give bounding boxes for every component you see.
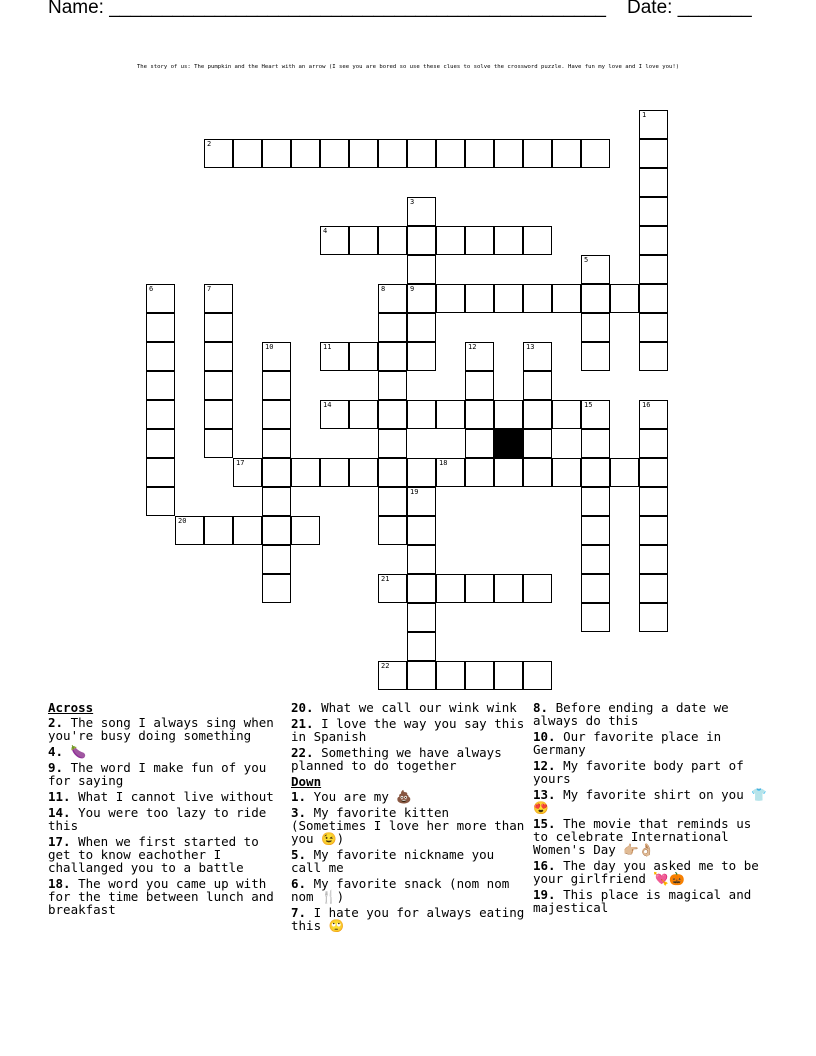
clue-down-1: 1. You are my 💩 [291, 789, 412, 804]
cell-number: 18 [439, 459, 448, 467]
grid-cell[interactable] [639, 168, 668, 197]
grid-cell[interactable] [639, 313, 668, 342]
clue-down-19: 19. This place is magical and majestical [533, 887, 752, 915]
grid-cell[interactable] [639, 400, 668, 429]
grid-cell[interactable] [523, 400, 552, 429]
across-heading: Across [48, 700, 94, 715]
clues-column-1 [48, 701, 284, 919]
cell-number: 20 [178, 517, 187, 525]
grid-cell[interactable] [320, 226, 349, 255]
grid-cell[interactable] [204, 371, 233, 400]
puzzle-subtitle: The story of us: The pumpkin and the Heart with an arrow (I see you are bored so use these clues to solve the crossword puzzle. Have fun my love and I love you!) [136, 64, 680, 70]
grid-cell[interactable] [378, 574, 407, 603]
grid-cell[interactable] [494, 458, 523, 487]
grid-cell[interactable] [407, 574, 436, 603]
grid-cell[interactable] [407, 516, 436, 545]
clue-down-10: 10. Our favorite place in Germany [533, 729, 722, 757]
grid-cell[interactable] [639, 110, 668, 139]
grid-cell[interactable] [494, 226, 523, 255]
clue-across-14: 14. You were too lazy to ride this [48, 805, 267, 833]
grid-cell[interactable] [523, 342, 552, 371]
cell-number: 14 [323, 401, 332, 409]
grid-cell[interactable] [378, 226, 407, 255]
grid-cell[interactable] [291, 139, 320, 168]
clue-down-13: 13. My favorite shirt on you 👕😍 [533, 787, 767, 815]
grid-cell[interactable] [146, 371, 175, 400]
grid-cell[interactable] [639, 487, 668, 516]
grid-cell[interactable] [204, 342, 233, 371]
grid-cell[interactable] [639, 342, 668, 371]
cell-number: 3 [410, 198, 415, 206]
cell-number: 16 [642, 401, 651, 409]
grid-cell[interactable] [146, 400, 175, 429]
grid-cell[interactable] [436, 284, 465, 313]
grid-cell[interactable] [465, 574, 494, 603]
grid-cell[interactable] [581, 545, 610, 574]
grid-cell[interactable] [407, 226, 436, 255]
grid-cell[interactable] [146, 342, 175, 371]
grid-cell[interactable] [146, 458, 175, 487]
cell-number: 9 [410, 285, 415, 293]
grid-cell[interactable] [146, 429, 175, 458]
clue-across-21: 21. I love the way you say this in Spanish [291, 716, 525, 744]
grid-cell[interactable] [639, 284, 668, 313]
grid-cell[interactable] [262, 429, 291, 458]
cell-number: 11 [323, 343, 332, 351]
name-field: Name: _______________________________________________ [48, 0, 606, 18]
grid-cell[interactable] [523, 284, 552, 313]
grid-cell[interactable] [523, 371, 552, 400]
grid-cell[interactable] [349, 226, 378, 255]
grid-cell[interactable] [262, 400, 291, 429]
cell-number: 22 [381, 662, 390, 670]
grid-cell[interactable] [552, 458, 581, 487]
grid-cell[interactable] [523, 139, 552, 168]
grid-cell[interactable] [262, 342, 291, 371]
grid-cell[interactable] [378, 487, 407, 516]
grid-cell[interactable] [262, 574, 291, 603]
cell-number: 1 [642, 111, 647, 119]
grid-cell[interactable] [262, 139, 291, 168]
grid-cell[interactable] [262, 371, 291, 400]
grid-cell[interactable] [465, 284, 494, 313]
grid-cell[interactable] [494, 661, 523, 690]
grid-cell[interactable] [349, 139, 378, 168]
clue-across-2: 2. The song I always sing when you're busy doing something [48, 715, 274, 743]
grid-cell[interactable] [639, 574, 668, 603]
grid-cell[interactable] [407, 313, 436, 342]
grid-cell[interactable] [552, 400, 581, 429]
clue-down-5: 5. My favorite nickname you call me [291, 847, 495, 875]
cell-number: 13 [526, 343, 535, 351]
grid-cell[interactable] [581, 313, 610, 342]
grid-cell[interactable] [581, 574, 610, 603]
grid-cell[interactable] [262, 516, 291, 545]
clue-across-11: 11. What I cannot live without [48, 789, 274, 804]
grid-cell[interactable] [494, 400, 523, 429]
grid-cell[interactable] [465, 371, 494, 400]
grid-cell[interactable] [378, 139, 407, 168]
down-heading: Down [291, 774, 322, 789]
grid-cell[interactable] [349, 400, 378, 429]
grid-cell[interactable] [175, 516, 204, 545]
grid-cell[interactable] [378, 458, 407, 487]
grid-cell[interactable] [407, 400, 436, 429]
grid-cell[interactable] [262, 545, 291, 574]
grid-cell[interactable] [581, 139, 610, 168]
cell-number: 8 [381, 285, 386, 293]
grid-cell[interactable] [378, 313, 407, 342]
grid-cell[interactable] [465, 400, 494, 429]
grid-cell[interactable] [581, 255, 610, 284]
cell-number: 15 [584, 401, 593, 409]
grid-cell[interactable] [146, 284, 175, 313]
grid-cell[interactable] [349, 342, 378, 371]
cell-number: 4 [323, 227, 328, 235]
grid-cell[interactable] [639, 255, 668, 284]
grid-cell[interactable] [436, 226, 465, 255]
grid-cell[interactable] [204, 284, 233, 313]
clue-down-6: 6. My favorite snack (nom nom nom 🍴) [291, 876, 510, 904]
grid-cell[interactable] [494, 284, 523, 313]
grid-cell[interactable] [436, 139, 465, 168]
grid-cell[interactable] [233, 139, 262, 168]
grid-cell[interactable] [320, 400, 349, 429]
grid-cell[interactable] [407, 632, 436, 661]
grid-cell[interactable] [436, 574, 465, 603]
grid-cell[interactable] [610, 458, 639, 487]
grid-cell[interactable] [436, 400, 465, 429]
grid-cell[interactable] [204, 516, 233, 545]
clues-column-2 [291, 701, 527, 935]
grid-cell[interactable] [407, 545, 436, 574]
cell-number: 10 [265, 343, 274, 351]
grid-cell[interactable] [407, 603, 436, 632]
grid-cell[interactable] [523, 458, 552, 487]
clue-across-4: 4. 🍆 [48, 744, 87, 759]
cell-number: 19 [410, 488, 419, 496]
grid-cell[interactable] [349, 458, 378, 487]
cell-number: 5 [584, 256, 589, 264]
grid-cell[interactable] [378, 342, 407, 371]
grid-cell[interactable] [465, 429, 494, 458]
grid-cell[interactable] [436, 458, 465, 487]
grid-cell[interactable] [610, 284, 639, 313]
grid-cell[interactable] [465, 226, 494, 255]
clue-across-9: 9. The word I make fun of you for saying [48, 760, 267, 788]
grid-cell[interactable] [581, 429, 610, 458]
grid-cell[interactable] [378, 371, 407, 400]
grid-cell[interactable] [378, 400, 407, 429]
grid-cell[interactable] [320, 342, 349, 371]
grid-cell[interactable] [581, 400, 610, 429]
grid-cell[interactable] [407, 255, 436, 284]
cell-number: 12 [468, 343, 477, 351]
grid-cell[interactable] [523, 574, 552, 603]
grid-cell[interactable] [407, 284, 436, 313]
grid-cell[interactable] [407, 487, 436, 516]
grid-cell[interactable] [320, 458, 349, 487]
cell-number: 17 [236, 459, 245, 467]
grid-cell[interactable] [378, 661, 407, 690]
grid-cell[interactable] [407, 661, 436, 690]
grid-cell[interactable] [436, 661, 465, 690]
grid-cell[interactable] [581, 603, 610, 632]
grid-cell[interactable] [291, 516, 320, 545]
cell-number: 21 [381, 575, 390, 583]
grid-cell[interactable] [639, 458, 668, 487]
grid-cell[interactable] [465, 458, 494, 487]
clues-column-3 [533, 701, 773, 917]
grid-cell[interactable] [494, 139, 523, 168]
grid-cell[interactable] [407, 458, 436, 487]
cell-number: 7 [207, 285, 212, 293]
grid-cell[interactable] [262, 458, 291, 487]
grid-cell[interactable] [204, 400, 233, 429]
clue-across-22: 22. Something we have always planned to do together [291, 745, 502, 773]
grid-cell[interactable] [465, 139, 494, 168]
black-cell [494, 429, 523, 458]
clue-across-17: 17. When we first started to get to know eachother I challanged you to a battle [48, 834, 259, 875]
grid-cell[interactable] [465, 342, 494, 371]
grid-cell[interactable] [581, 284, 610, 313]
grid-cell[interactable] [204, 139, 233, 168]
grid-cell[interactable] [233, 458, 262, 487]
grid-cell[interactable] [523, 661, 552, 690]
grid-cell[interactable] [378, 284, 407, 313]
grid-cell[interactable] [204, 313, 233, 342]
grid-cell[interactable] [639, 139, 668, 168]
grid-cell[interactable] [320, 139, 349, 168]
grid-cell[interactable] [407, 197, 436, 226]
grid-cell[interactable] [552, 139, 581, 168]
grid-cell[interactable] [639, 545, 668, 574]
cell-number: 2 [207, 140, 212, 148]
grid-cell[interactable] [146, 487, 175, 516]
clue-across-20: 20. What we call our wink wink [291, 700, 517, 715]
grid-cell[interactable] [581, 516, 610, 545]
grid-cell[interactable] [639, 429, 668, 458]
clue-across-18: 18. The word you came up with for the time between lunch and breakfast [48, 876, 274, 917]
grid-cell[interactable] [291, 458, 320, 487]
grid-cell[interactable] [581, 458, 610, 487]
date-field: Date: _______ [627, 0, 752, 18]
grid-cell[interactable] [581, 342, 610, 371]
grid-cell[interactable] [378, 429, 407, 458]
grid-cell[interactable] [233, 516, 262, 545]
grid-cell[interactable] [639, 226, 668, 255]
grid-cell[interactable] [407, 342, 436, 371]
clue-down-7: 7. I hate you for always eating this 🙄 [291, 905, 525, 933]
clue-down-16: 16. The day you asked me to be your girlfriend 💘🎃 [533, 858, 759, 886]
grid-cell[interactable] [465, 661, 494, 690]
grid-cell[interactable] [407, 139, 436, 168]
grid-cell[interactable] [639, 516, 668, 545]
grid-cell[interactable] [262, 487, 291, 516]
cell-number: 6 [149, 285, 154, 293]
clue-down-12: 12. My favorite body part of yours [533, 758, 744, 786]
grid-cell[interactable] [523, 429, 552, 458]
grid-cell[interactable] [581, 487, 610, 516]
clue-down-8: 8. Before ending a date we always do this [533, 700, 729, 728]
grid-cell[interactable] [378, 516, 407, 545]
clue-down-15: 15. The movie that reminds us to celebrate International Women's Day 👉🏼👌🏼 [533, 816, 752, 857]
clue-down-3: 3. My favorite kitten (Sometimes I love her more than you 😉) [291, 805, 525, 846]
grid-cell[interactable] [639, 197, 668, 226]
grid-cell[interactable] [494, 574, 523, 603]
grid-cell[interactable] [146, 313, 175, 342]
grid-cell[interactable] [639, 603, 668, 632]
grid-cell[interactable] [552, 284, 581, 313]
grid-cell[interactable] [204, 429, 233, 458]
grid-cell[interactable] [523, 226, 552, 255]
